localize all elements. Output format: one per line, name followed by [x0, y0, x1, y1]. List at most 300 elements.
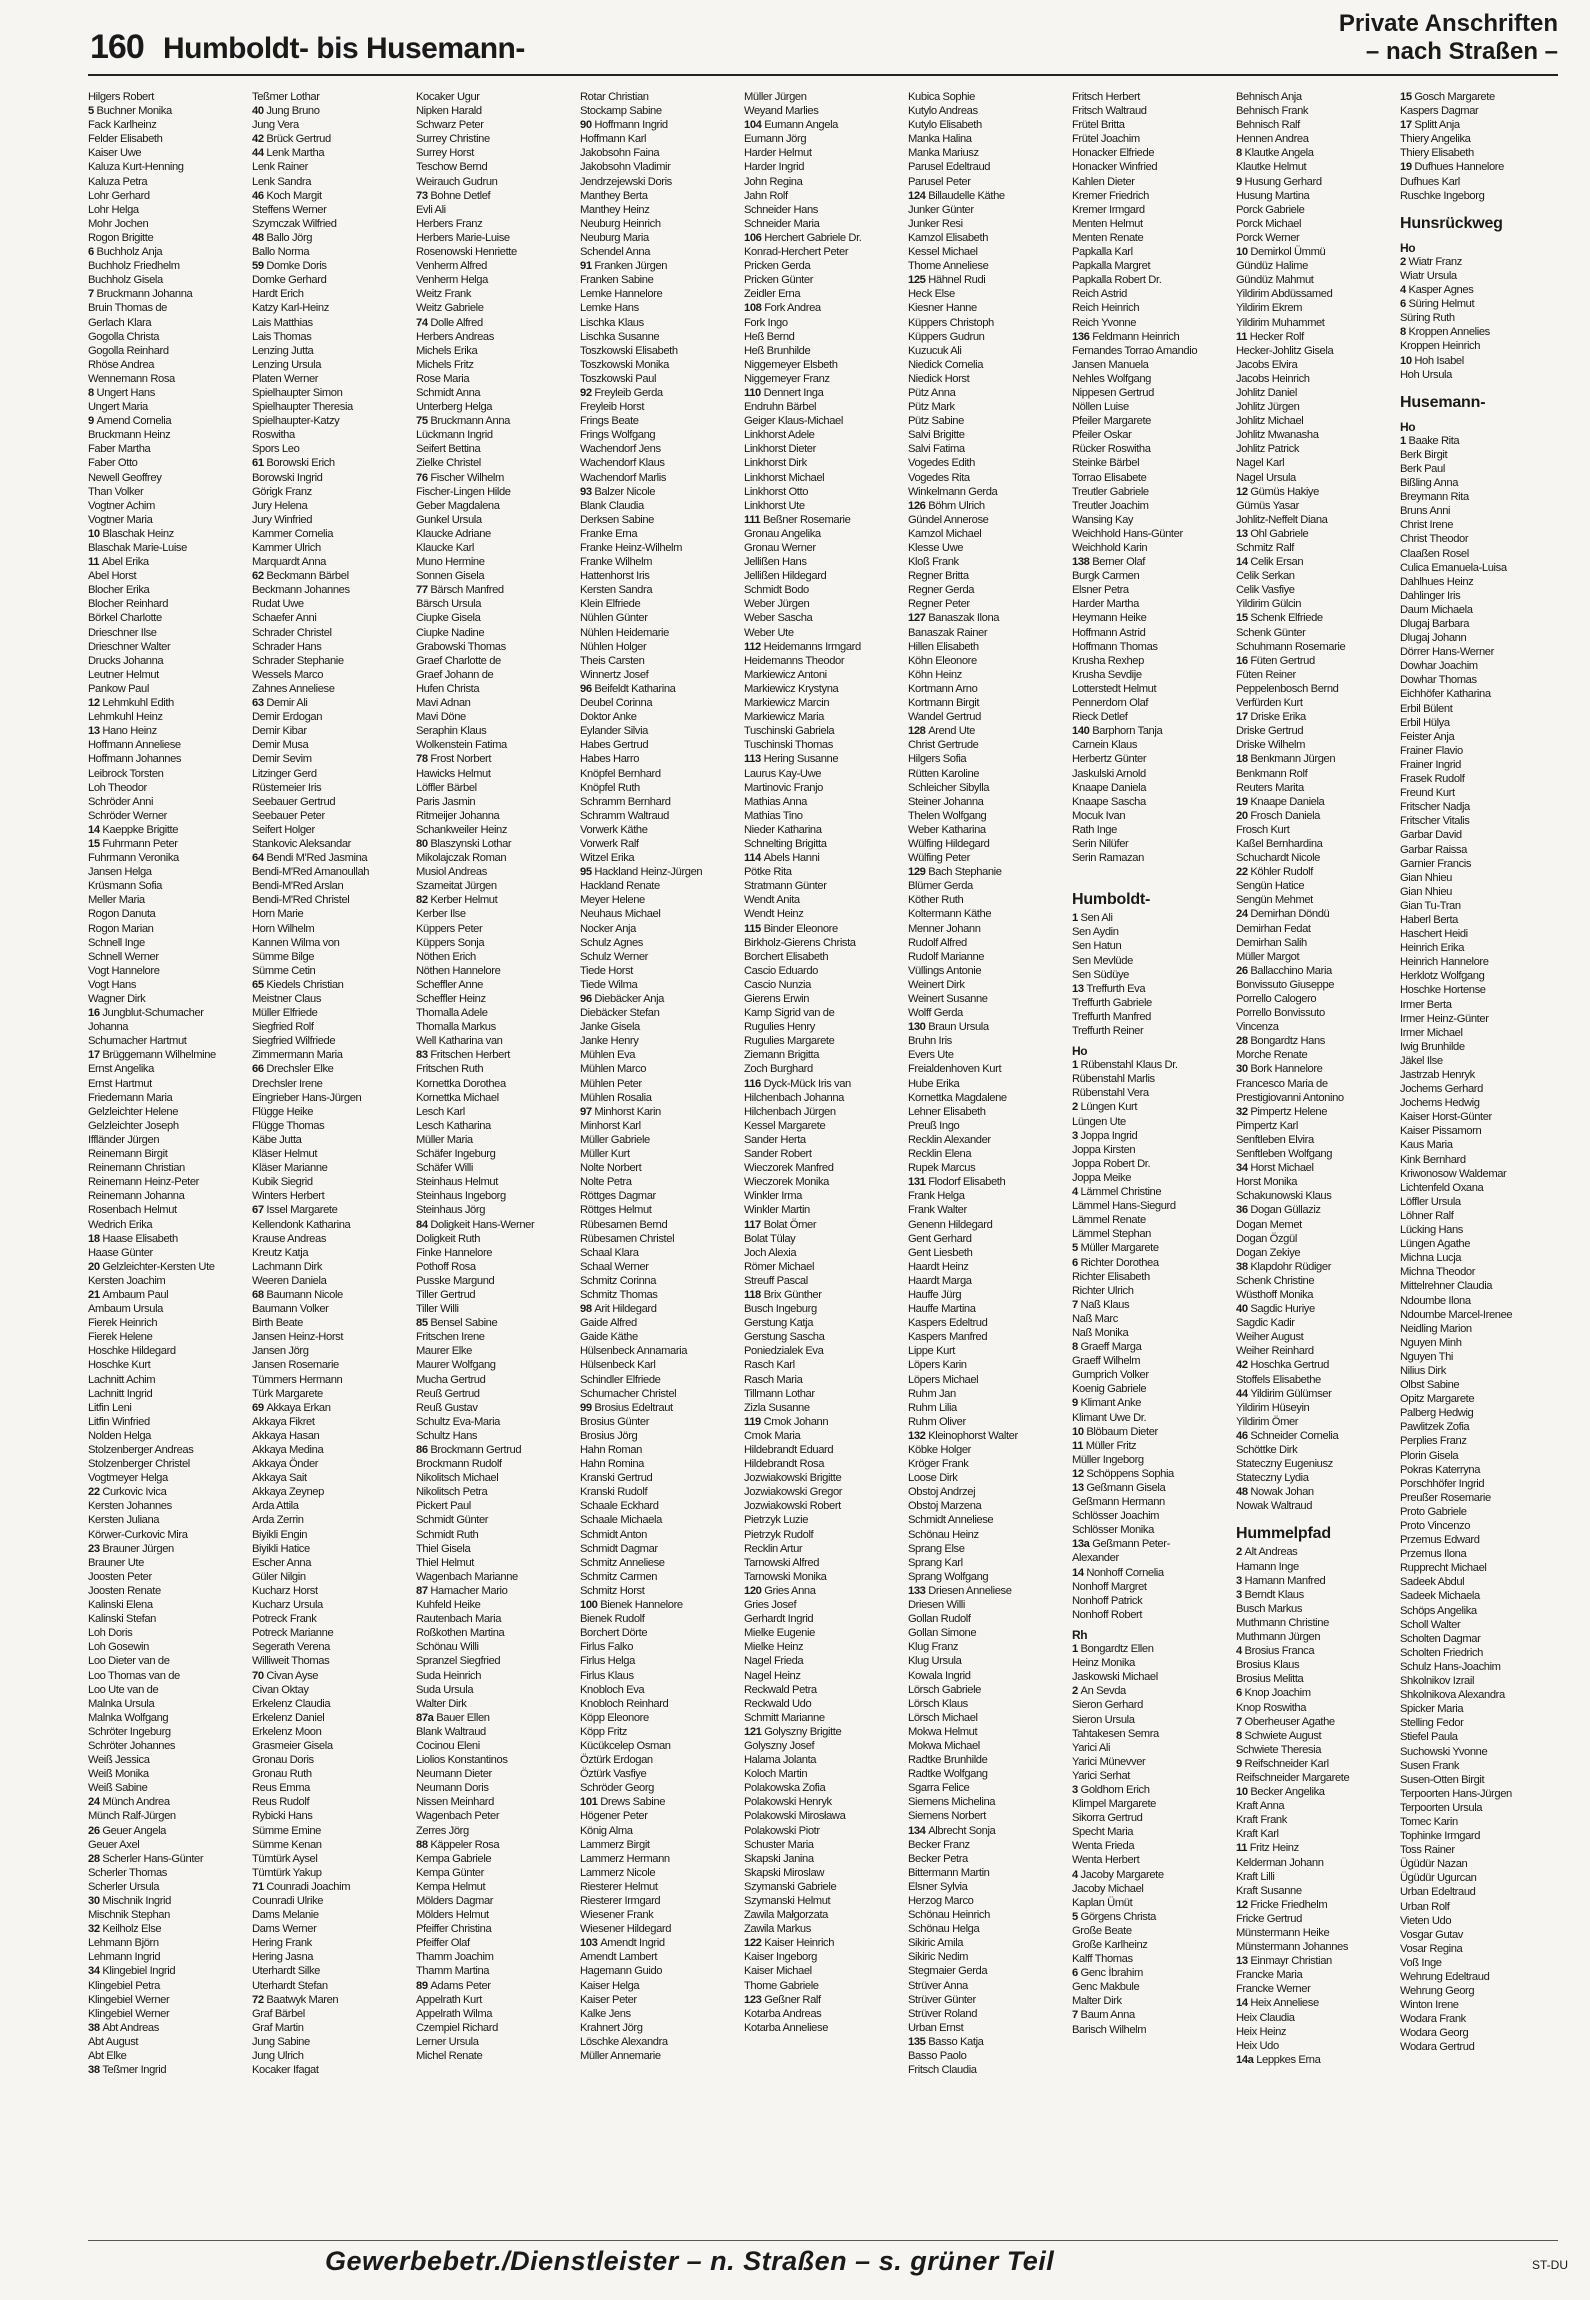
- list-item: Graeff Wilhelm: [1072, 1355, 1141, 1368]
- list-item: Firlus Helga: [580, 1655, 635, 1668]
- list-item: Kutylo Andreas: [908, 105, 978, 118]
- list-item: Neumann Doris: [416, 1782, 489, 1795]
- house-number: 7: [1072, 2009, 1081, 2022]
- list-item: Iwig Brunhilde: [1400, 1040, 1465, 1053]
- list-item: [88, 837, 246, 851]
- resident-name: Naß Klaus: [1080, 1298, 1130, 1311]
- list-item: Winton Irene: [1400, 1999, 1459, 2012]
- house-number: 4: [1072, 1186, 1081, 1199]
- list-item: [744, 1415, 902, 1429]
- list-item: Polakowski Piotr: [744, 1824, 820, 1837]
- house-number: 22: [88, 1486, 103, 1499]
- resident-name: Schwiete August: [1244, 1729, 1322, 1742]
- list-item: Salvi Brigitte: [908, 429, 965, 442]
- house-number: 11: [1072, 1439, 1086, 1452]
- house-number: 6: [1236, 1687, 1245, 1700]
- list-item: Frank Walter: [908, 1204, 967, 1217]
- list-item: Gerhardt Ingrid: [744, 1613, 814, 1626]
- list-item: [1072, 724, 1230, 738]
- list-item: Olbst Sabine: [1400, 1379, 1460, 1392]
- list-item: Specht Maria: [1072, 1826, 1134, 1839]
- house-number: 125: [908, 274, 929, 287]
- list-item: Gerstung Sascha: [744, 1331, 825, 1344]
- list-item: Sander Herta: [744, 1133, 806, 1146]
- list-item: [1236, 795, 1394, 809]
- list-item: Schakunowski Klaus: [1236, 1190, 1332, 1203]
- house-number: 93: [580, 485, 595, 498]
- list-item: Nippesen Gertrud: [1072, 386, 1154, 399]
- list-item: Tiede Wilma: [580, 978, 638, 991]
- list-item: Kläser Marianne: [252, 1162, 328, 1175]
- list-item: Joppa Kirsten: [1072, 1143, 1136, 1156]
- list-item: Vieten Udo: [1400, 1914, 1452, 1927]
- list-item: Kammer Ulrich: [252, 542, 321, 554]
- resident-name: Freyleib Gerda: [594, 386, 663, 399]
- list-item: Haberl Berta: [1400, 913, 1459, 926]
- list-item: Michna Lucja: [1400, 1252, 1462, 1265]
- list-item: [1236, 1485, 1394, 1499]
- list-item: Lohr Gerhard: [88, 189, 150, 202]
- house-number: 91: [580, 260, 595, 273]
- list-item: Sadeek Michaela: [1400, 1590, 1480, 1603]
- list-item: Lerner Ursula: [416, 2035, 479, 2048]
- footer-note: Gewerbebetr./Dienstleister – n. Straßen – s. grüner Teil: [325, 2246, 1055, 2276]
- list-item: Hawicks Helmut: [416, 767, 491, 780]
- list-item: Hilchenbach Jürgen: [744, 1105, 836, 1118]
- list-item: Schaefer Anni: [252, 612, 317, 625]
- list-item: Mohr Jochen: [88, 217, 149, 230]
- list-item: [744, 922, 902, 936]
- list-item: Nöthen Erich: [416, 950, 476, 963]
- list-item: Rupek Marcus: [908, 1162, 976, 1175]
- list-item: Markiewicz Marcin: [744, 697, 830, 710]
- list-item: Siemens Michelina: [908, 1796, 996, 1809]
- list-item: Ruhm Lilia: [908, 1401, 957, 1414]
- list-item: Horn Marie: [252, 908, 304, 921]
- list-item: [1072, 1100, 1230, 1114]
- list-item: Lehmkuhl Heinz: [88, 711, 163, 724]
- list-item: Klimpel Margarete: [1072, 1798, 1156, 1811]
- list-item: Bruckmann Heinz: [88, 429, 171, 442]
- house-number: 115: [744, 922, 764, 935]
- list-item: [416, 1979, 574, 1993]
- house-number: 40: [252, 105, 267, 118]
- list-item: Markiewicz Krystyna: [744, 682, 839, 695]
- list-item: Klautke Helmut: [1236, 161, 1307, 174]
- list-item: Schröter Johannes: [88, 1739, 176, 1752]
- list-item: Sen Hatun: [1072, 940, 1122, 953]
- resident-name: Gosch Margarete: [1414, 91, 1495, 103]
- list-item: Schulz Hans-Joachim: [1400, 1660, 1501, 1673]
- directory-column: [580, 90, 738, 2210]
- list-item: Borowski Ingrid: [252, 471, 323, 484]
- list-item: Radtke Wolfgang: [908, 1768, 988, 1781]
- list-item: Mathias Tino: [744, 809, 803, 822]
- list-item: Fritschen Irene: [416, 1331, 485, 1344]
- list-item: Zawila Małgorzata: [744, 1909, 828, 1922]
- directory-columns: [88, 90, 1568, 2210]
- list-item: [744, 513, 902, 527]
- list-item: Sieron Gerhard: [1072, 1699, 1143, 1712]
- list-item: Dowhar Thomas: [1400, 674, 1477, 687]
- list-item: Recklin Alexander: [908, 1133, 991, 1146]
- list-item: Kläser Helmut: [252, 1148, 318, 1161]
- list-item: Nikolitsch Michael: [416, 1472, 499, 1485]
- list-item: Toszkowski Paul: [580, 372, 657, 385]
- list-item: Winkelmann Gerda: [908, 485, 998, 498]
- house-number: 10: [1236, 246, 1251, 259]
- list-item: Suda Heinrich: [416, 1669, 482, 1682]
- list-item: Pötke Rita: [744, 866, 792, 879]
- list-item: Zahnes Anneliese: [252, 682, 335, 695]
- list-item: Reinemann Christian: [88, 1162, 185, 1175]
- list-item: [416, 189, 574, 203]
- list-item: Friedemann Maria: [88, 1091, 173, 1104]
- directory-column: [1236, 90, 1394, 2210]
- list-item: Neuhaus Michael: [580, 908, 661, 921]
- list-item: Lippe Kurt: [908, 1345, 955, 1358]
- list-item: Blaschak Marie-Luise: [88, 542, 187, 554]
- house-number: 26: [88, 1824, 103, 1837]
- list-item: Sümme Kenan: [252, 1838, 322, 1851]
- list-item: Urban Rolf: [1400, 1900, 1450, 1913]
- resident-name: Scherler Hans-Günter: [102, 1852, 204, 1865]
- list-item: Behnisch Anja: [1236, 91, 1302, 103]
- list-item: Lohr Helga: [88, 203, 139, 216]
- list-item: Amendt Lambert: [580, 1951, 658, 1964]
- list-item: Eingrieber Hans-Jürgen: [252, 1091, 362, 1104]
- list-item: Laurus Kay-Uwe: [744, 767, 822, 780]
- list-item: Harder Helmut: [744, 147, 812, 160]
- list-item: Mucha Gertrud: [416, 1373, 486, 1386]
- list-item: Toszkowski Elisabeth: [580, 344, 678, 357]
- list-item: Stiefel Paula: [1400, 1731, 1458, 1744]
- street-heading: Husemann-: [1400, 393, 1486, 411]
- list-item: Newell Geoffrey: [88, 471, 162, 484]
- list-item: Thome Gabriele: [744, 1979, 819, 1992]
- list-item: [416, 752, 574, 766]
- list-item: Weiß Jessica: [88, 1754, 150, 1767]
- resident-name: Beckmann Bärbel: [266, 570, 349, 583]
- house-number: 8: [1400, 326, 1409, 339]
- resident-name: Knop Joachim: [1244, 1687, 1311, 1700]
- list-item: Gelzleichter Helene: [88, 1105, 179, 1118]
- list-item: Janke Gisela: [580, 1021, 640, 1034]
- list-item: [1236, 2053, 1394, 2067]
- house-number: 34: [1236, 1162, 1251, 1175]
- list-item: Jahn Rolf: [744, 189, 788, 202]
- list-item: Küppers Peter: [416, 922, 483, 935]
- list-item: Küppers Gudrun: [908, 330, 985, 343]
- list-item: Jäkel Ilse: [1400, 1054, 1443, 1067]
- list-item: Güler Nilgin: [252, 1570, 306, 1583]
- list-item: Kaiser Michael: [744, 1965, 812, 1978]
- list-item: Schönau Heinrich: [908, 1909, 990, 1922]
- list-item: Niggemeyer Franz: [744, 372, 830, 385]
- house-number: 129: [908, 866, 929, 879]
- section-heading-line1: Private Anschriften: [1338, 10, 1558, 37]
- resident-name: Diebäcker Anja: [594, 993, 665, 1005]
- list-item: Vincenza: [1236, 1021, 1279, 1034]
- list-item: Jakobsohn Faina: [580, 147, 660, 160]
- list-item: Kempa Helmut: [416, 1880, 486, 1893]
- list-item: Richter Ulrich: [1072, 1284, 1134, 1297]
- resident-name: Abel Erika: [101, 556, 149, 569]
- list-item: Wansing Kay: [1072, 513, 1134, 526]
- list-item: Schöps Angelika: [1400, 1604, 1477, 1617]
- list-item: Christ Irene: [1400, 519, 1454, 532]
- list-item: [1236, 964, 1394, 978]
- list-item: Loose Dirk: [908, 1472, 958, 1485]
- list-item: Weichhold Karin: [1072, 542, 1148, 554]
- list-item: Rosenbach Helmut: [88, 1204, 177, 1217]
- list-item: Jansen Heinz-Horst: [252, 1331, 344, 1344]
- house-number: 75: [416, 415, 431, 428]
- resident-name: Graeff Marga: [1080, 1341, 1142, 1354]
- list-item: Fack Karlheinz: [88, 119, 157, 132]
- list-item: Münstermann Johannes: [1236, 1941, 1349, 1954]
- list-item: Rogon Danuta: [88, 908, 156, 921]
- street-heading: Hunsrückweg: [1400, 214, 1503, 232]
- list-item: Flügge Thomas: [252, 1119, 325, 1132]
- list-item: Loh Theodor: [88, 781, 147, 794]
- house-number: 96: [580, 682, 595, 695]
- list-item: Malnka Ursula: [88, 1697, 155, 1710]
- directory-column: [908, 90, 1066, 2210]
- list-item: Lörsch Gabriele: [908, 1683, 981, 1696]
- resident-name: Sagdic Huriye: [1250, 1303, 1315, 1316]
- list-item: Golyszny Josef: [744, 1739, 815, 1752]
- list-item: Schaale Michaela: [580, 1514, 662, 1527]
- list-item: John Regina: [744, 175, 803, 188]
- list-item: Seebauer Gertrud: [252, 795, 336, 808]
- list-item: Minhorst Karl: [580, 1119, 641, 1132]
- resident-name: Kroppen Annelies: [1408, 326, 1490, 339]
- resident-name: Demirkol Ümmü: [1250, 246, 1326, 259]
- house-number: 46: [1236, 1429, 1251, 1442]
- list-item: Wieczorek Monika: [744, 1176, 829, 1189]
- list-item: Scholten Friedrich: [1400, 1646, 1483, 1659]
- list-item: Evers Ute: [908, 1049, 954, 1062]
- house-number: 111: [744, 513, 763, 526]
- resident-name: Arend Ute: [928, 725, 975, 738]
- list-item: Kornettka Michael: [416, 1091, 499, 1104]
- list-item: Köhn Eleonore: [908, 654, 977, 667]
- list-item: Nagel Ursula: [1236, 471, 1296, 484]
- list-item: Regner Peter: [908, 598, 970, 611]
- list-item: Schwiete Theresia: [1236, 1743, 1322, 1756]
- list-item: Treffurth Manfred: [1072, 1010, 1152, 1023]
- list-item: Graef Charlotte de: [416, 654, 501, 667]
- list-item: Strüver Anna: [908, 1979, 968, 1992]
- resident-name: Bauer Ellen: [436, 1711, 490, 1724]
- list-item: Lischka Klaus: [580, 316, 644, 329]
- list-item: [252, 569, 410, 583]
- list-item: Gunkel Ursula: [416, 513, 482, 526]
- list-item: [908, 273, 1066, 287]
- house-number: 114: [744, 852, 764, 865]
- list-item: Vosgar Gutav: [1400, 1928, 1463, 1941]
- list-item: Nilius Dirk: [1400, 1364, 1446, 1377]
- list-item: Sprang Karl: [908, 1556, 963, 1569]
- list-item: Ballo Norma: [252, 246, 310, 259]
- house-number: 13: [1236, 527, 1251, 540]
- house-number: 1: [1072, 1059, 1081, 1072]
- house-number: 73: [416, 189, 431, 202]
- list-item: Wachendorf Klaus: [580, 457, 665, 470]
- list-item: Fritschen Ruth: [416, 1063, 484, 1076]
- list-item: Schindler Elfriede: [580, 1373, 661, 1386]
- list-item: Kerber Ilse: [416, 908, 466, 921]
- resident-name: Albrecht Sonja: [928, 1824, 996, 1837]
- list-item: Brosius Günter: [580, 1415, 650, 1428]
- list-item: Kiesner Hanne: [908, 302, 977, 315]
- list-item: [416, 1218, 574, 1232]
- list-item: Gent Gerhard: [908, 1232, 972, 1245]
- list-item: Herbertz Günter: [1072, 753, 1147, 766]
- list-item: Radtke Brunhilde: [908, 1754, 988, 1767]
- resident-name: Einmayr Christian: [1250, 1955, 1332, 1968]
- list-item: Wolkenstein Fatima: [416, 739, 507, 752]
- list-item: Pfeiffer Olaf: [416, 1937, 470, 1950]
- list-item: [1400, 255, 1558, 269]
- list-item: Nöthen Hannelore: [416, 964, 501, 977]
- list-item: Tümtürk Aysel: [252, 1852, 318, 1865]
- house-number: 6: [1072, 1967, 1081, 1980]
- list-item: Jacoby Michael: [1072, 1882, 1144, 1895]
- list-item: [580, 259, 738, 273]
- resident-name: Abels Hanni: [763, 852, 820, 865]
- list-item: Kalinski Elena: [88, 1599, 153, 1612]
- resident-name: Hering Susanne: [763, 753, 839, 766]
- list-item: [1236, 710, 1394, 724]
- resident-name: Bach Stephanie: [928, 866, 1002, 879]
- list-item: Nissen Meinhard: [416, 1796, 494, 1809]
- resident-name: Nonhoff Cornelia: [1086, 1566, 1164, 1579]
- resident-name: Brosius Edeltraut: [594, 1401, 673, 1414]
- list-item: Gogolla Reinhard: [88, 344, 169, 357]
- house-number: 99: [580, 1401, 595, 1414]
- list-item: Banaszak Rainer: [908, 626, 988, 639]
- list-item: Sen Südüye: [1072, 968, 1129, 981]
- list-item: Streuff Pascal: [744, 1274, 808, 1287]
- list-item: Joppa Meike: [1072, 1171, 1132, 1184]
- list-item: Szameitat Jürgen: [416, 880, 497, 893]
- list-item: Garnier Francis: [1400, 857, 1472, 870]
- resident-name: Sen Ali: [1080, 912, 1113, 925]
- list-item: [1072, 555, 1230, 569]
- list-item: Habes Gertrud: [580, 739, 649, 752]
- house-number: 26: [1236, 964, 1251, 977]
- house-number: 11: [88, 556, 102, 569]
- list-item: Platen Werner: [252, 372, 319, 385]
- list-item: Ndoumbe Ilona: [1400, 1294, 1471, 1307]
- list-item: Treutler Joachim: [1072, 499, 1149, 512]
- list-item: [1236, 1429, 1394, 1443]
- list-item: Görigk Franz: [252, 485, 312, 498]
- list-item: Treutler Gabriele: [1072, 485, 1149, 498]
- list-item: Vorwerk Käthe: [580, 823, 648, 836]
- house-number: 23: [88, 1542, 103, 1555]
- list-item: Toszkowski Monika: [580, 358, 669, 371]
- house-number: 36: [1236, 1204, 1251, 1217]
- list-item: Shkolnikova Alexandra: [1400, 1689, 1505, 1702]
- house-number: 14a: [1236, 2053, 1257, 2066]
- list-item: Brosius Klaus: [1236, 1659, 1300, 1672]
- list-item: Pütz Anna: [908, 386, 956, 399]
- list-item: [1072, 1185, 1230, 1199]
- list-item: Genenn Hildegard: [908, 1218, 993, 1231]
- list-item: Nühlen Holger: [580, 640, 647, 653]
- list-item: Steinhaus Helmut: [416, 1176, 498, 1189]
- list-item: Schmitz Anneliese: [580, 1556, 665, 1569]
- list-item: [1236, 485, 1394, 499]
- list-item: Hennen Andrea: [1236, 133, 1309, 146]
- list-item: [88, 1260, 246, 1274]
- list-item: [1236, 611, 1394, 625]
- list-item: Fritsch Waltraud: [1072, 105, 1147, 118]
- list-item: Sümme Cetin: [252, 964, 316, 977]
- list-item: Kroppen Heinrich: [1400, 340, 1481, 353]
- house-number: 46: [252, 189, 267, 202]
- list-item: Kempa Gabriele: [416, 1852, 492, 1865]
- list-item: Faber Otto: [88, 457, 138, 470]
- resident-name: Fuhrmann Peter: [102, 837, 178, 850]
- list-item: Abel Horst: [88, 570, 137, 583]
- list-item: Wenta Frieda: [1072, 1840, 1135, 1853]
- list-item: Polakowski Mirosława: [744, 1810, 846, 1823]
- list-item: Nolte Norbert: [580, 1162, 642, 1175]
- house-number: 13: [1236, 1955, 1251, 1968]
- house-number: 113: [744, 753, 764, 766]
- list-item: Nowak Waltraud: [1236, 1500, 1313, 1513]
- house-number: 132: [908, 1429, 929, 1442]
- list-item: Lais Thomas: [252, 330, 312, 343]
- list-item: Beckmann Johannes: [252, 584, 350, 597]
- list-item: Lüngen Agathe: [1400, 1238, 1471, 1251]
- list-item: Abt August: [88, 2035, 139, 2048]
- list-item: Schramm Waltraud: [580, 809, 669, 822]
- district-heading: Ho: [1400, 240, 1416, 255]
- list-item: [1236, 654, 1394, 668]
- list-item: Halama Jolanta: [744, 1754, 817, 1767]
- resident-name: Demirhan Döndü: [1250, 908, 1330, 921]
- house-number: 18: [88, 1232, 103, 1245]
- list-item: Paris Jasmin: [416, 795, 476, 808]
- list-item: Vogtmeyer Helga: [88, 1472, 168, 1485]
- list-item: Schaal Werner: [580, 1260, 649, 1273]
- list-item: Jansen Manuela: [1072, 358, 1149, 371]
- house-number: 30: [1236, 1063, 1251, 1076]
- list-item: [744, 386, 902, 400]
- list-item: Kaiser Peter: [580, 1993, 637, 2006]
- resident-name: Driske Erika: [1250, 711, 1306, 724]
- list-item: Thiery Elisabeth: [1400, 147, 1474, 160]
- list-item: Jozwiakowski Brigitte: [744, 1472, 842, 1485]
- list-item: Nieder Katharina: [744, 823, 822, 836]
- list-item: Opitz Margarete: [1400, 1393, 1475, 1406]
- list-item: [1236, 1954, 1394, 1968]
- list-item: Dowhar Joachim: [1400, 660, 1478, 673]
- house-number: 134: [908, 1824, 929, 1837]
- footer-code: ST-DU: [1532, 2258, 1568, 2272]
- list-item: Gündüz Halime: [1236, 260, 1308, 273]
- list-item: Drucks Johanna: [88, 654, 164, 667]
- list-item: Koltermann Käthe: [908, 908, 992, 921]
- list-item: Proto Gabriele: [1400, 1505, 1467, 1518]
- house-number: 126: [908, 499, 929, 512]
- list-item: Fritsch Claudia: [908, 2064, 977, 2077]
